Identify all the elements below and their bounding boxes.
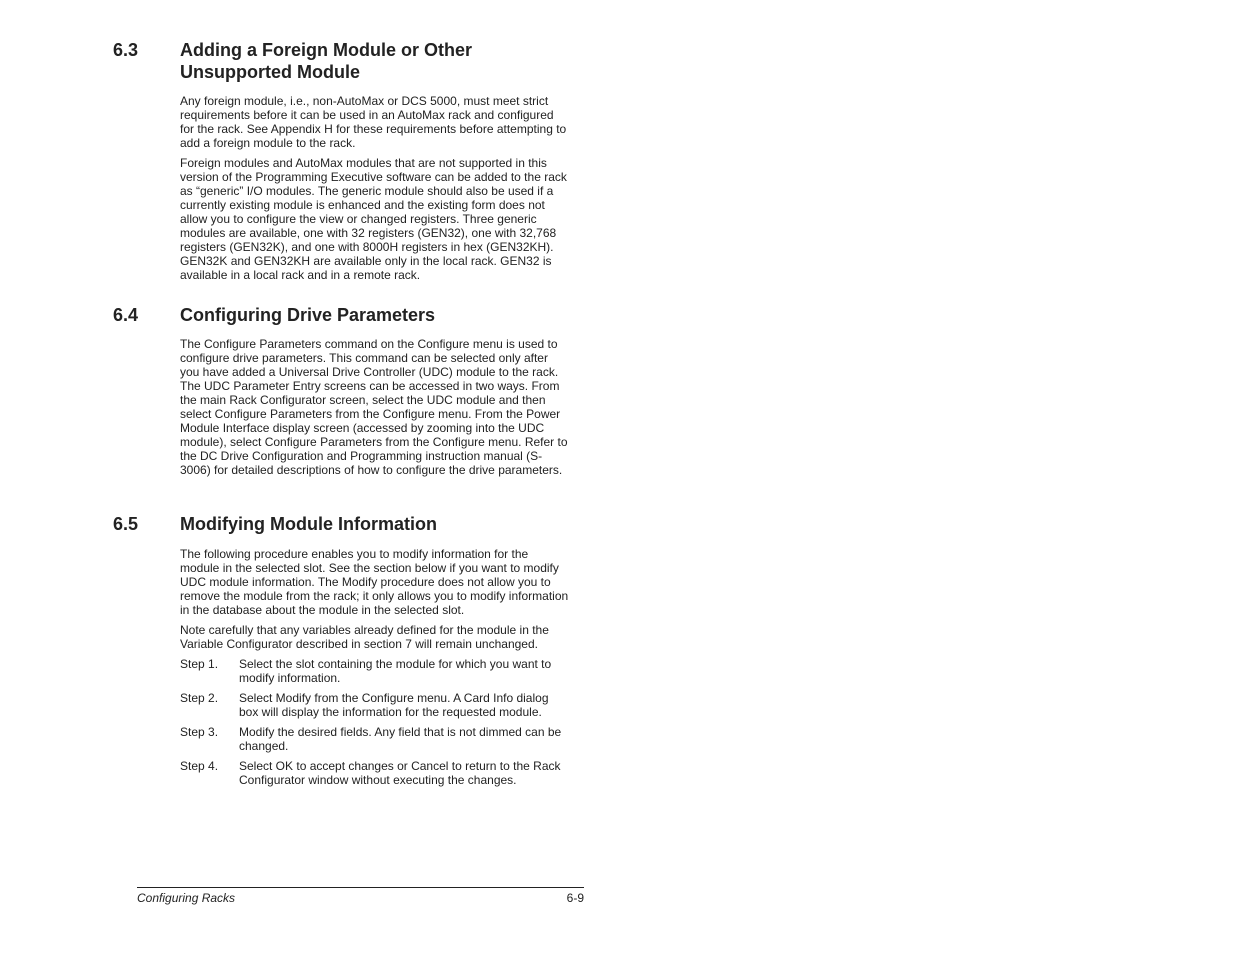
paragraph: Foreign modules and AutoMax modules that are not supported in this version of the Programming Executive software can be added to the rack as “generic” I/O modules. The generic module should also be used if a currently existing module is enhanced and the existing form does not allow you to configure the view or changed registers. Three generic modules are available, one with 32 registers (GEN32), one with 32,768 registers (GEN32K), and one with 8000H registers in hex (GEN32KH). GEN32K and GEN32KH are available only in the local rack. GEN32 is available in a local rack and in a remote rack.	[180, 156, 567, 282]
section-6-5	[113, 513, 573, 793]
step-text: Select OK to accept changes or Cancel to return to the Rack Configurator window without executing the changes.	[239, 759, 561, 787]
paragraph: Note carefully that any variables already defined for the module in the Variable Configurator described in section 7 will remain unchanged.	[180, 623, 549, 651]
step-text: Modify the desired fields. Any field that is not dimmed can be changed.	[239, 725, 562, 753]
step-item	[180, 725, 570, 753]
section-heading	[113, 39, 573, 83]
section-number: 6.3	[113, 40, 139, 60]
step-list	[180, 657, 570, 787]
section-heading	[113, 304, 573, 326]
step-label: Step 1.	[180, 657, 219, 671]
page-number: 6-9	[566, 891, 584, 905]
step-item	[180, 691, 570, 719]
footer-divider	[137, 887, 584, 888]
paragraph: The Configure Parameters command on the Configure menu is used to configure drive parameters. This command can be selected only after you have added a Universal Drive Controller (UDC) module to the rack. The UDC Parameter Entry screens can be accessed in two ways. From the main Rack Configurator screen, select the UDC module and then select Configure Parameters from the Configure menu. From the Power Module Interface display screen (accessed by zooming into the UDC module), select Configure Parameters from the Configure menu. Refer to the DC Drive Configuration and Programming instruction manual (S-3006) for detailed descriptions of how to configure the drive parameters.	[180, 337, 568, 477]
footer-title: Configuring Racks	[137, 891, 236, 905]
section-number: 6.5	[113, 514, 139, 534]
section-title: Configuring Drive Parameters	[180, 305, 436, 325]
step-label: Step 3.	[180, 725, 219, 739]
paragraph: Any foreign module, i.e., non-AutoMax or DCS 5000, must meet strict requirements before it can be used in an AutoMax rack and configured for the rack. See Appendix H for these requirements before attempting to add a foreign module to the rack.	[180, 94, 567, 150]
step-item	[180, 657, 570, 685]
section-6-3	[113, 39, 573, 282]
section-6-4	[113, 304, 573, 477]
step-label: Step 2.	[180, 691, 219, 705]
section-heading	[113, 513, 573, 535]
section-number: 6.4	[113, 305, 139, 325]
step-label: Step 4.	[180, 759, 219, 773]
step-text: Select the slot containing the module for which you want to modify information.	[239, 657, 552, 685]
paragraph: The following procedure enables you to modify information for the module in the selected slot. See the section below if you want to modify UDC module information. The Modify procedure does not allow you to remove the module from the rack; it only allows you to modify information in the database about the module in the selected slot.	[180, 547, 569, 617]
section-title: Adding a Foreign Module or Other Unsupported Module	[180, 40, 472, 82]
section-title: Modifying Module Information	[180, 514, 437, 534]
step-item	[180, 759, 570, 787]
step-text: Select Modify from the Configure menu. A Card Info dialog box will display the information for the requested module.	[239, 691, 549, 719]
